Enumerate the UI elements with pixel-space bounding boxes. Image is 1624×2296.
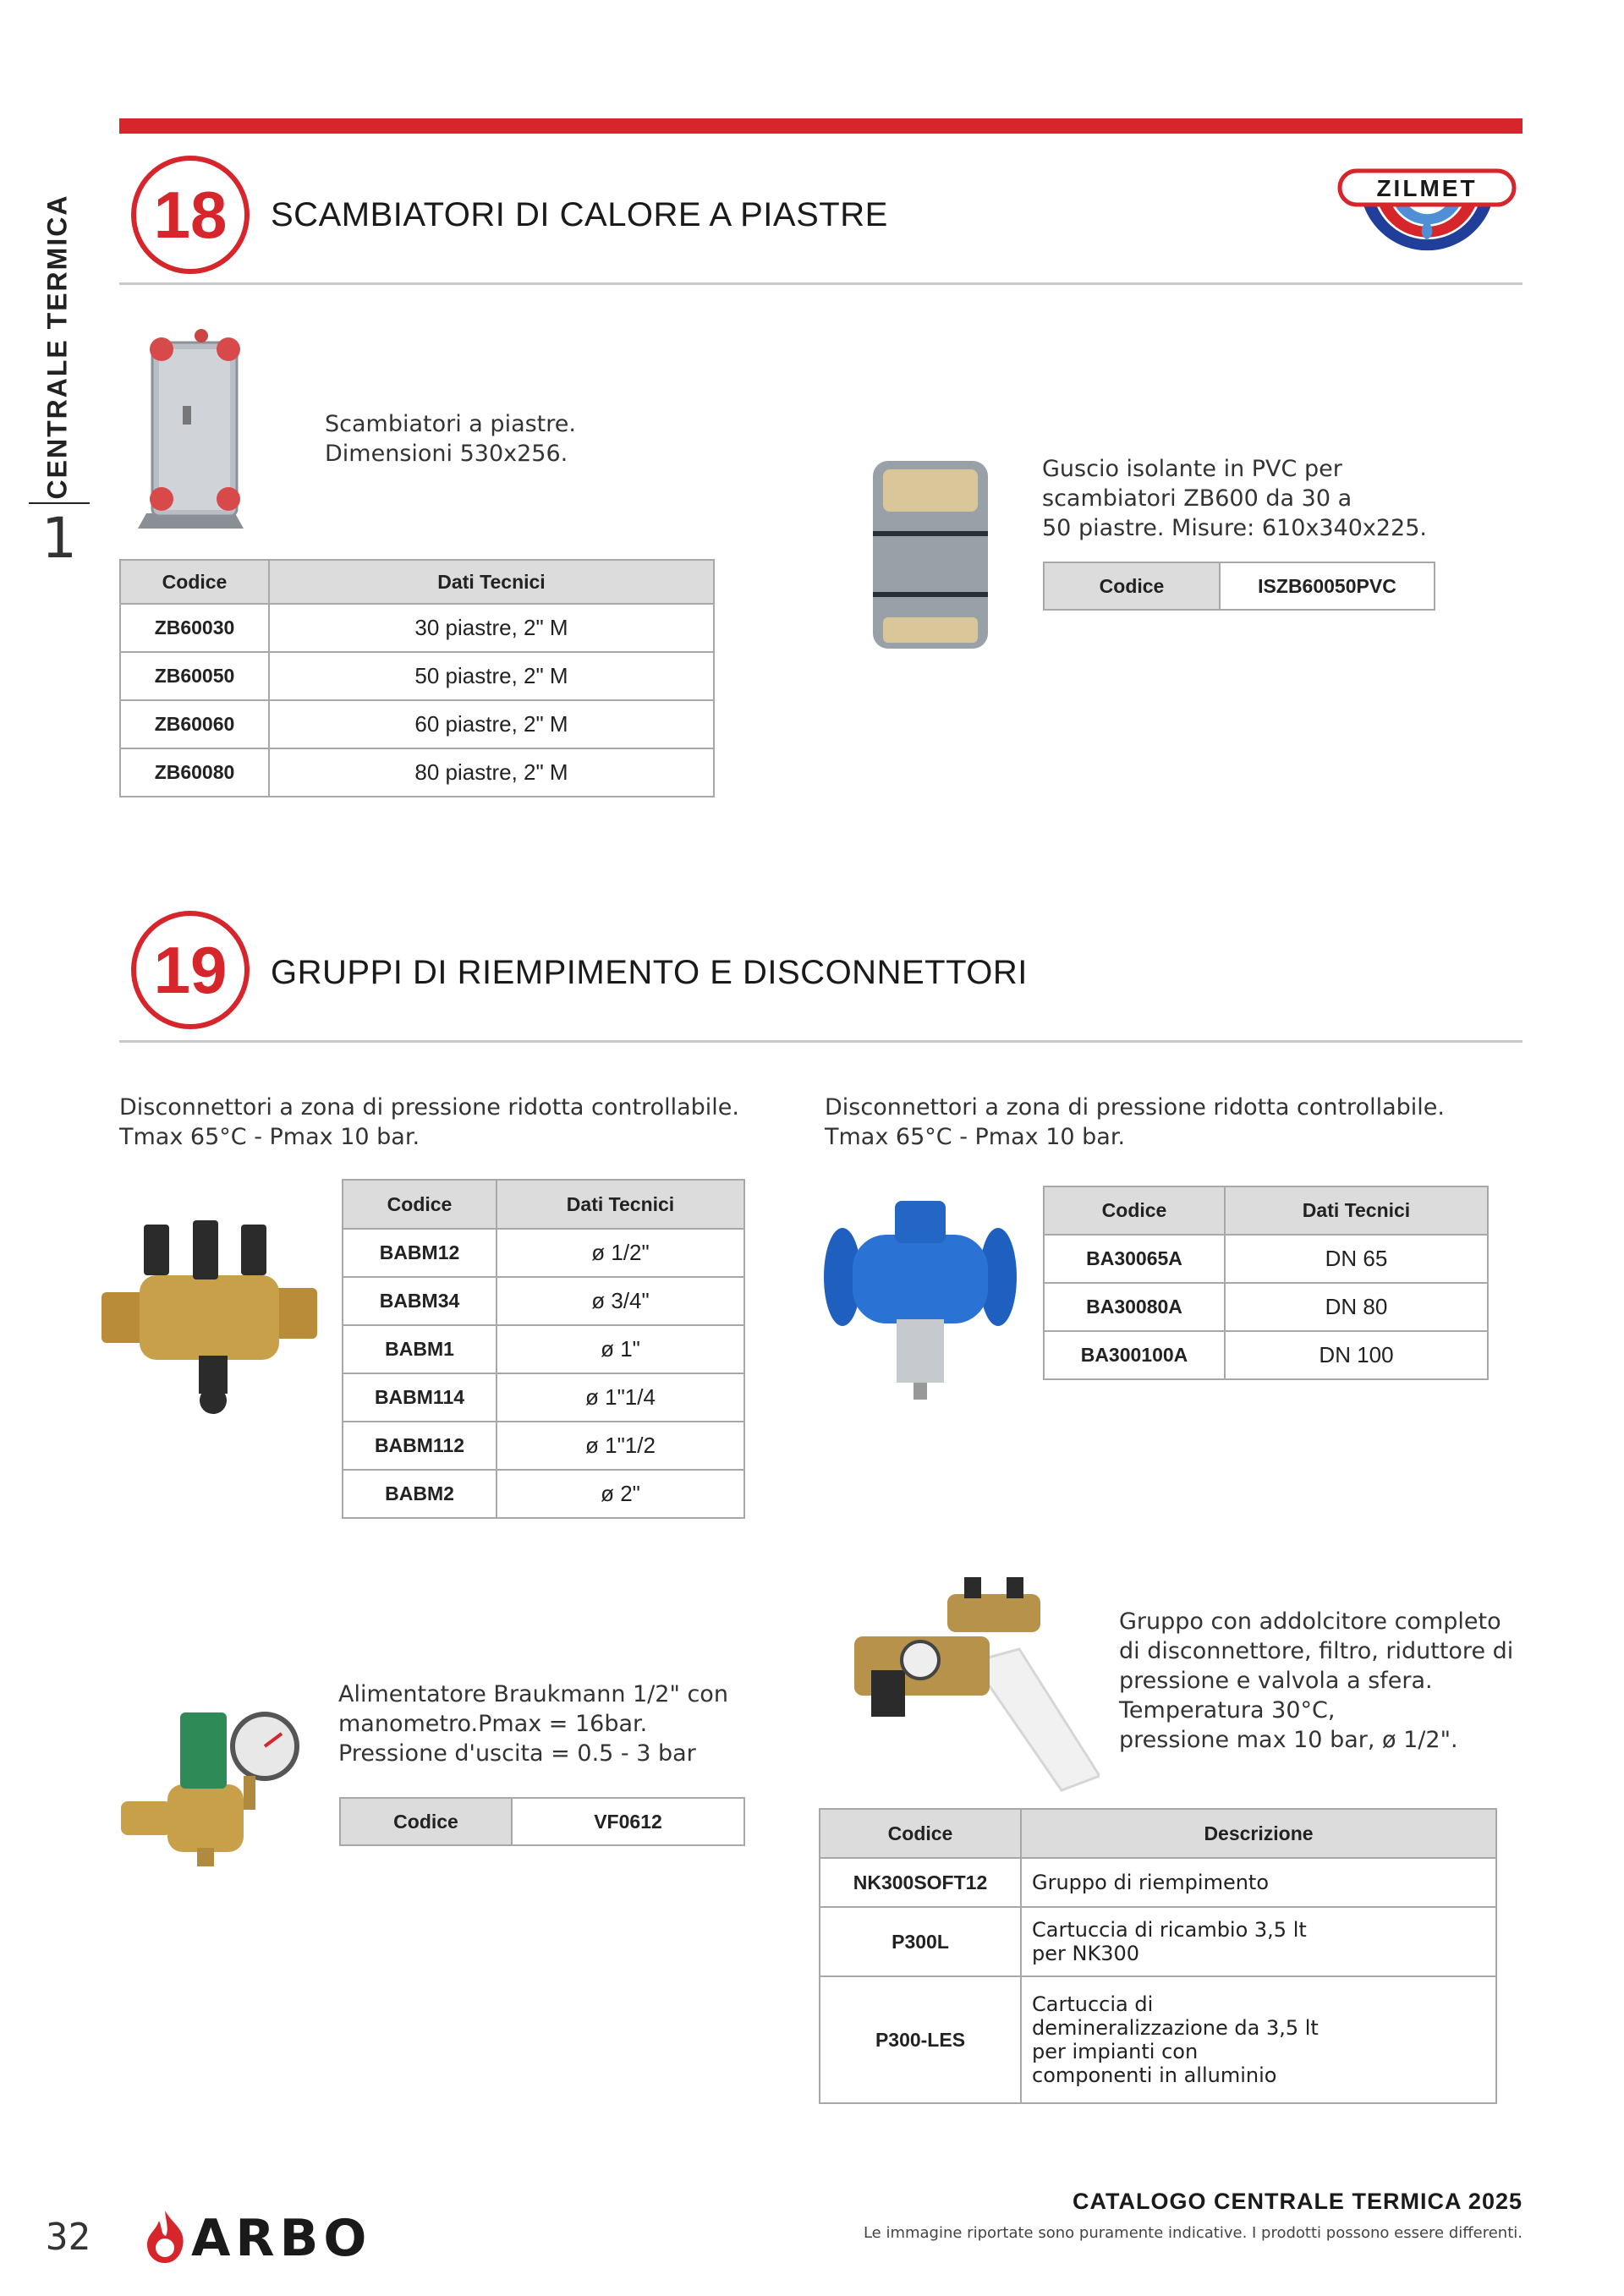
product-spec: DN 65 [1225,1235,1488,1283]
flanged-disconnector-image [819,1184,1022,1404]
table-row [343,1470,744,1518]
product-code: BABM112 [343,1422,497,1470]
product-spec: DN 100 [1225,1331,1488,1379]
exchanger-description: Scambiatori a piastre. Dimensioni 530x256. [325,411,576,467]
table-row [343,1325,744,1373]
product-code: BABM34 [343,1277,497,1325]
section-divider [119,1040,1522,1043]
product-spec: 50 piastre, 2" M [269,652,714,700]
product-spec: 30 piastre, 2" M [269,604,714,652]
product-code: P300L [820,1907,1021,1976]
insulation-shell-image [866,457,993,653]
product-spec: 60 piastre, 2" M [269,700,714,748]
pressure-feeder-image [117,1700,303,1869]
table-row [820,1858,1496,1907]
column-header-specs: Dati Tecnici [1225,1186,1488,1235]
product-code: ZB60030 [120,604,269,652]
table-row [343,1277,744,1325]
product-code: BABM1 [343,1325,497,1373]
zilmet-logo [1336,166,1518,271]
product-spec: ø 1" [497,1325,744,1373]
column-header-code: Codice [820,1809,1021,1858]
arbo-logo-text: ARBO [191,2209,372,2268]
product-spec: ø 1"1/2 [497,1422,744,1470]
softener-description: Gruppo con addolcitore completo di disconnettore, filtro, riduttore di pressione e valvola a sfera. Temperatura 30°C, pressione max 10 bar, ø 1/2". [1119,1608,1514,1753]
disconnector-description: Disconnettori a zona di pressione ridotta controllabile. Tmax 65°C - Pmax 10 bar. [119,1094,739,1150]
flanged-disconnector-table [1043,1186,1489,1380]
column-header-code: Codice [1044,562,1220,610]
table-row [343,1229,744,1277]
column-header-code: Codice [343,1180,497,1229]
table-row [120,700,714,748]
disconnector-table [342,1179,745,1519]
product-code: BA300100A [1044,1331,1225,1379]
feeder-description: Alimentatore Braukmann 1/2" con manometro.Pmax = 16bar. Pressione d'uscita = 0.5 - 3 bar [338,1681,728,1767]
column-header-code: Codice [340,1798,512,1845]
flame-icon [140,2209,189,2265]
table-row [343,1373,744,1422]
product-spec: 80 piastre, 2" M [269,748,714,797]
table-row [1044,1331,1488,1379]
column-header-code: Codice [1044,1186,1225,1235]
catalog-title: CATALOGO CENTRALE TERMICA 2025 [1072,2189,1522,2214]
product-description: Cartuccia di ricambio 3,5 lt per NK300 [1021,1907,1496,1976]
section-title: GRUPPI DI RIEMPIMENTO E DISCONNETTORI [271,954,1028,991]
table-row [1044,1235,1488,1283]
product-code: VF0612 [512,1798,744,1845]
disclaimer-note: Le immagine riportate sono puramente indicative. I prodotti possono essere differenti. [863,2224,1522,2242]
section-number-badge: 18 [131,156,250,274]
product-spec: ø 1/2" [497,1229,744,1277]
product-description: Cartuccia di demineralizzazione da 3,5 lt per impianti con componenti in alluminio [1021,1976,1496,2103]
column-header-specs: Dati Tecnici [269,560,714,604]
product-code: BA30080A [1044,1283,1225,1331]
table-row [820,1907,1496,1976]
column-header-specs: Dati Tecnici [497,1180,744,1229]
section-divider [119,282,1522,285]
product-code: P300-LES [820,1976,1021,2103]
column-header-description: Descrizione [1021,1809,1496,1858]
table-row [120,748,714,797]
table-row [1044,1283,1488,1331]
chapter-number: 1 [41,506,77,571]
product-code: ZB60080 [120,748,269,797]
zilmet-logo-text: ZILMET [1376,175,1478,201]
column-header-code: Codice [120,560,269,604]
product-code: BABM12 [343,1229,497,1277]
product-spec: ø 1"1/4 [497,1373,744,1422]
flanged-disconnector-description: Disconnettori a zona di pressione ridotta controllabile. Tmax 65°C - Pmax 10 bar. [825,1094,1445,1150]
table-row [343,1422,744,1470]
table-row [120,652,714,700]
product-code: BABM2 [343,1470,497,1518]
product-code: ISZB60050PVC [1220,562,1435,610]
product-spec: DN 80 [1225,1283,1488,1331]
exchanger-table [119,559,715,797]
product-code: ZB60050 [120,652,269,700]
top-accent-bar [119,118,1522,134]
shell-description: Guscio isolante in PVC per scambiatori ZB600 da 30 a 50 piastre. Misure: 610x340x225. [1042,456,1427,541]
product-description: Gruppo di riempimento [1021,1858,1496,1907]
softener-table [819,1808,1497,2104]
softener-group-image [846,1569,1100,1793]
chapter-divider [29,502,90,504]
shell-code-table [1043,562,1435,611]
feeder-code-table [339,1797,745,1846]
plate-exchanger-image [134,326,248,533]
brass-disconnector-image [93,1208,326,1419]
product-spec: ø 2" [497,1470,744,1518]
section-title: SCAMBIATORI DI CALORE A PIASTRE [271,196,888,233]
product-code: NK300SOFT12 [820,1858,1021,1907]
table-row [120,604,714,652]
section-number-badge: 19 [131,911,250,1029]
product-code: ZB60060 [120,700,269,748]
product-spec: ø 3/4" [497,1277,744,1325]
chapter-side-label [24,195,91,499]
product-code: BA30065A [1044,1235,1225,1283]
page-number: 32 [46,2216,91,2259]
table-row [820,1976,1496,2103]
chapter-title: CENTRALE TERMICA [41,194,73,500]
product-code: BABM114 [343,1373,497,1422]
